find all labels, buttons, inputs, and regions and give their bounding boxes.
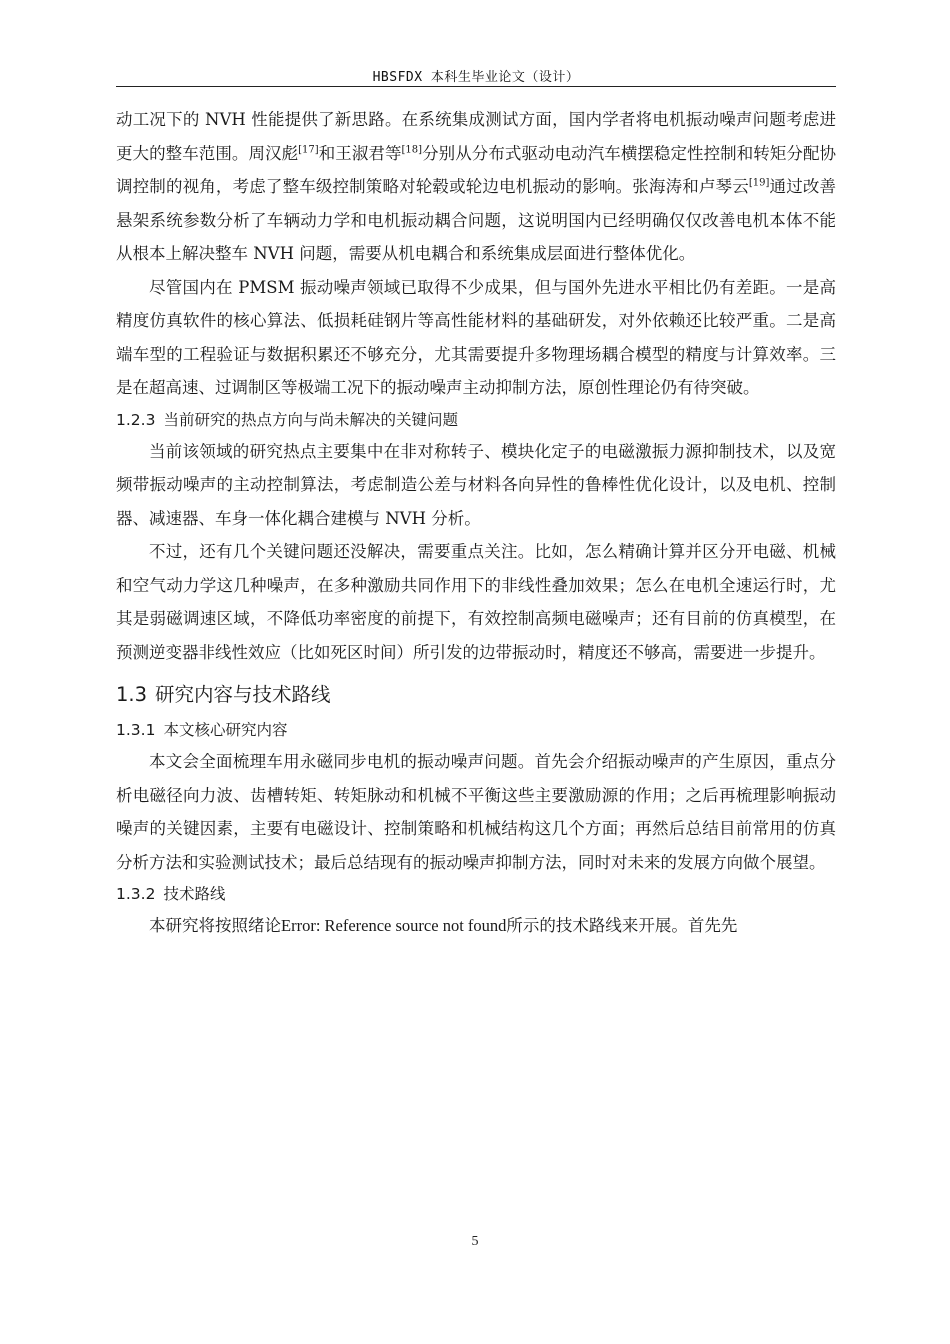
section-number: 1.3 (116, 683, 148, 706)
citation-19[interactable]: [19] (748, 177, 770, 189)
paragraph-text: 所示的技术路线来开展。首先先 (506, 916, 738, 935)
section-number: 1.2.3 (116, 410, 156, 429)
paragraph-gap-analysis: 尽管国内在 PMSM 振动噪声领域已取得不少成果，但与国外先进水平相比仍有差距。一是高精度仿真软件的核心算法、低损耗硅钢片等高性能材料的基础研发，对外依赖还比较严重。二是高端车型的工程验证与数据积累还不够充分，尤其需要提升多物理场耦合模型的精度与计算效率。三是在超高速、过调制区等极端工况下的振动噪声主动抑制方法，原创性理论仍有待突破。 (116, 277, 836, 397)
page-number: 5 (471, 1234, 479, 1249)
section-title: 当前研究的热点方向与尚未解决的关键问题 (163, 410, 458, 429)
section-number: 1.3.2 (116, 885, 156, 903)
section-title: 本文核心研究内容 (163, 721, 288, 739)
section-heading-1-3-1 (116, 715, 836, 745)
running-header: HBSFDX 本科生毕业论文（设计） (372, 70, 580, 85)
paragraph-text: 分别从分布式驱动电动汽车横摆稳定性控制和转矩分配协调控制的视角，考虑了整车级控制策略对轮毂或轮边电机振动的影响。张海涛和卢琴云 (116, 143, 837, 196)
header-rule (116, 86, 836, 87)
section-heading-1-3 (116, 669, 836, 715)
paragraph-text: 动工况下的 NVH 性能提供了新思路。在系统集成测试方面，国内学者将电机振动噪声问题考虑进更大的整车范围。周汉彪 (116, 110, 836, 163)
paragraph-text: 和王淑君等 (318, 143, 402, 163)
paragraph-core-content: 本文会全面梳理车用永磁同步电机的振动噪声问题。首先会介绍振动噪声的产生原因，重点分析电磁径向力波、齿槽转矩、转矩脉动和机械不平衡这些主要激励源的作用；之后再梳理影响振动噪声的关键因素，主要有电磁设计、控制策略和机械结构这几个方面；再然后总结目前常用的仿真分析方法和实验测试技术；最后总结现有的振动噪声抑制方法，同时对未来的发展方向做个展望。 (116, 752, 836, 872)
paragraph-text: 通过改善悬架系统参数分析了车辆动力学和电机振动耦合问题，这说明国内已经明确仅仅改善电机本体不能从根本上解决整车 NVH 问题，需要从机电耦合和系统集成层面进行整体优化。 (116, 177, 837, 263)
section-number: 1.3.1 (116, 721, 156, 739)
page-body (116, 103, 836, 943)
citation-17[interactable]: [17] (298, 144, 319, 155)
reference-error-text[interactable]: Error: Reference source not found (281, 916, 507, 935)
paragraph-research-hotspots: 当前该领域的研究热点主要集中在非对称转子、模块化定子的电磁激振力源抑制技术，以及宽频带振动噪声的主动控制算法，考虑制造公差与材料各向异性的鲁棒性优化设计，以及电机、控制器、减速器、车身一体化耦合建模与 NVH 分析。 (116, 441, 836, 528)
citation-18[interactable]: [18] (401, 144, 423, 155)
section-heading-1-3-2 (116, 879, 836, 909)
paragraph-technical-route (116, 909, 836, 943)
paragraph-domestic-research (116, 103, 836, 271)
section-title: 技术路线 (163, 885, 226, 903)
section-heading-1-2-3 (116, 405, 836, 435)
paragraph-text: 本研究将按照绪论 (149, 916, 281, 935)
paragraph-key-problems: 不过，还有几个关键问题还没解决，需要重点关注。比如，怎么精确计算并区分开电磁、机械和空气动力学这几种噪声，在多种激励共同作用下的非线性叠加效果；怎么在电机全速运行时，尤其是弱磁调速区域，不降低功率密度的前提下，有效控制高频电磁噪声；还有目前的仿真模型，在预测逆变器非线性效应（比如死区时间）所引发的边带振动时，精度还不够高，需要进一步提升。 (116, 542, 836, 662)
section-title: 研究内容与技术路线 (155, 683, 331, 706)
